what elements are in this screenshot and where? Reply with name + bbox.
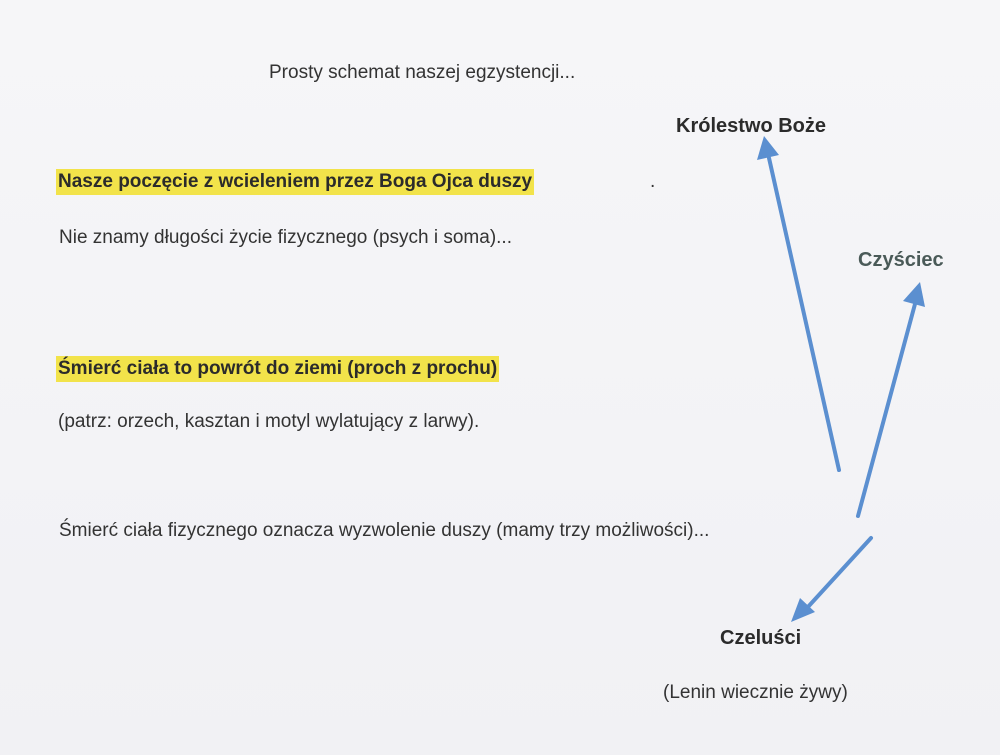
- arrow-to-hell: [791, 538, 871, 622]
- conception-highlight: Nasze poczęcie z wcieleniem przez Boga Ojca duszy: [56, 169, 534, 195]
- label-heaven: Królestwo Boże: [676, 115, 827, 137]
- conception-period: .: [650, 171, 656, 192]
- arrow-to-purgatory: [858, 282, 925, 516]
- arrow-to-heaven: [757, 136, 839, 470]
- label-note: (Lenin wiecznie żywy): [663, 682, 848, 703]
- label-hell: Czeluści: [720, 627, 802, 649]
- liberation-line: Śmierć ciała fizycznego oznacza wyzwolenie duszy (mamy trzy możliwości)...: [59, 520, 710, 541]
- life-length-line: Nie znamy długości życie fizycznego (psych i soma)...: [59, 227, 512, 248]
- label-purgatory: Czyściec: [858, 249, 944, 271]
- examples-line: (patrz: orzech, kasztan i motyl wylatujący z larwy).: [58, 411, 480, 432]
- page-title: Prosty schemat naszej egzystencji...: [269, 62, 576, 83]
- death-body-highlight: Śmierć ciała to powrót do ziemi (proch z prochu): [56, 356, 499, 382]
